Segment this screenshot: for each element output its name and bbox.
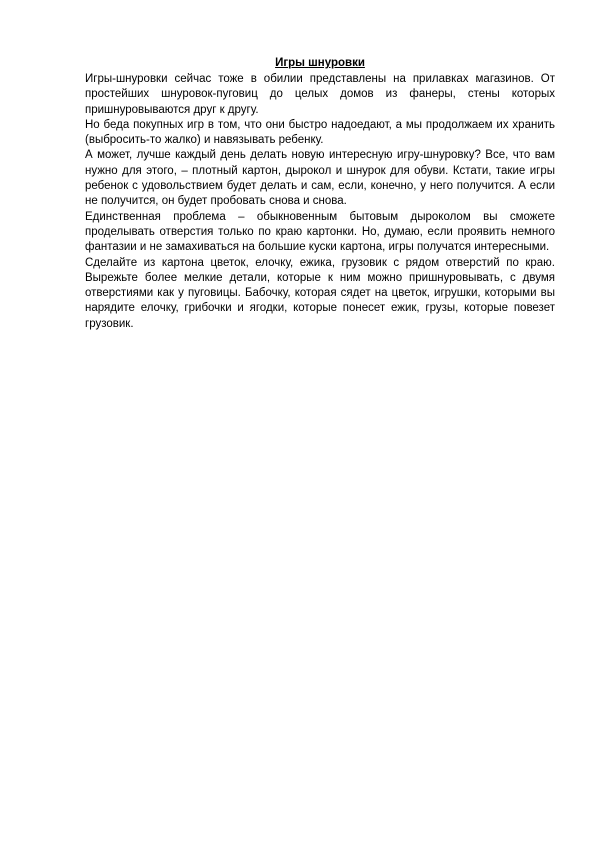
document-page: [85, 56, 555, 332]
paragraph-1: Игры-шнуровки сейчас тоже в обилии представлены на прилавках магазинов. От простейших шнуровок-пуговиц до целых домов из фанеры, стены которых пришнуровываются друг к другу.: [85, 73, 555, 116]
paragraph-3: А может, лучше каждый день делать новую интересную игру-шнуровку? Все, что вам нужно для этого, – плотный картон, дырокол и шнурок для обуви. Кстати, такие игры ребенок с удовольствием будет делать и сам, если, конечно, у него получится. А если не получится, он будет пробовать снова и снова.: [85, 149, 555, 208]
paragraph-4: Единственная проблема – обыкновенным бытовым дыроколом вы сможете проделывать отверстия только по краю картонки. Но, думаю, если проявить немного фантазии и не замахиваться на большие куски картона, игры получатся интересными.: [85, 210, 555, 254]
paragraph-5: Сделайте из картона цветок, елочку, ежика, грузовик с рядом отверстий по краю. Вырежьте более мелкие детали, которые к ним можно пришнуровывать, с двумя отверстиями как у пуговицы. Бабочку, которая сядет на цветок, игрушки, которыми вы нарядите елочку, грибочки и ягодки, которые понесет ежик, грузы, которые повезет грузовик.: [85, 256, 555, 330]
paragraph-2: Но беда покупных игр в том, что они быстро надоедают, а мы продолжаем их хранить (выбросить-то жалко) и навязывать ребенку.: [85, 118, 555, 147]
document-title: Игры шнуровки: [275, 57, 365, 69]
